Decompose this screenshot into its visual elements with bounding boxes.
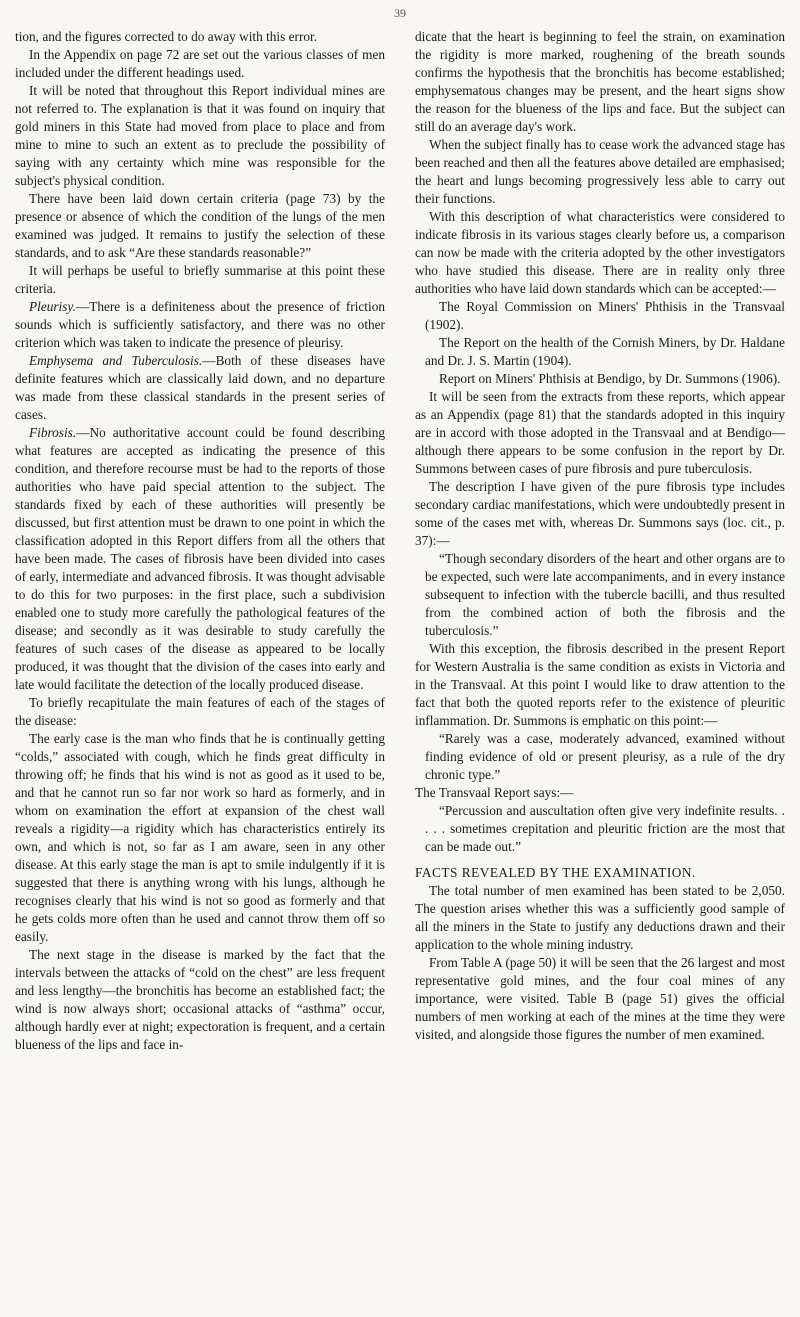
paragraph: The early case is the man who finds that he is continually getting “colds,” associated with cough, which he finds great difficulty in throwing off; he finds that his wind is not as good as it used to be, and that he cannot run so far nor work so hard as formerly, and in whom on examination the effort at expansion of the chest wall reveals a rigidity—a rigidity which has characteristics entirely its own, and which is not, so far as I am aware, seen in any other disease. At this early stage the man is apt to smile indulgently if it is suggested that there is anything wrong with his lungs, although he recognises clearly that his wind is not so good as formerly and that he gets colds more often than he used and cannot throw them off so easily. xyxy=(15,731,385,944)
paragraph: The Transvaal Report says:— xyxy=(415,785,574,800)
term-label: Pleurisy. xyxy=(29,299,76,314)
paragraph: The next stage in the disease is marked by the fact that the intervals between the attacks of “cold on the chest” are less frequent and less lengthy—the bronchitis has become an established fact; the wind is now always short; occasional attacks of “asthma” occur, although hardly ever at night; expectoration is frequent, and a certain blueness of the lips and face in- xyxy=(15,947,385,1052)
paragraph: It will be seen from the extracts from these reports, which appear as an Appendix (page 81) that the standards adopted in this inquiry are in accord with those adopted in the Transvaal and at Bendigo—although there appears to be some confusion in the report by Dr. Summons between cases of pure fibrosis and pure tuberculosis. xyxy=(415,389,785,476)
left-column xyxy=(15,28,385,1054)
page-number: 39 xyxy=(394,6,406,20)
paragraph-text: —Both of these diseases have definite features which are classically laid down, and no departure was made from these classical standards in the present series of cases. xyxy=(15,353,385,422)
quotation: “Rarely was a case, moderately advanced, examined without finding evidence of old or present pleurisy, as a rule of the dry chronic type.” xyxy=(425,731,785,782)
reference-item: The Royal Commission on Miners' Phthisis in the Transvaal (1902). xyxy=(425,299,785,332)
paragraph: It will perhaps be useful to briefly summarise at this point these criteria. xyxy=(15,263,385,296)
paragraph-emphysema xyxy=(15,352,385,424)
paragraph-text: —There is a definiteness about the presence of friction sounds which is sufficiently satisfactory, and there was no other criterion which was taken to indicate the presence of pleurisy. xyxy=(15,299,385,350)
right-column xyxy=(415,28,785,1044)
paragraph-fibrosis xyxy=(15,424,385,694)
paragraph: The total number of men examined has been stated to be 2,050. The question arises whether this was a sufficiently good sample of all the miners in the State to justify any deductions drawn and their application to the whole mining industry. xyxy=(415,883,785,952)
term-label: Emphysema and Tuberculosis. xyxy=(29,353,203,368)
paragraph: From Table A (page 50) it will be seen that the 26 largest and most representative gold mines, and the four coal mines of any importance, were visited. Table B (page 51) gives the official numbers of men working at each of the mines at the time they were visited, and alongside those figures the number of men examined. xyxy=(415,955,785,1042)
section-heading: FACTS REVEALED BY THE EXAMINATION. xyxy=(415,865,696,880)
paragraph-pleurisy xyxy=(15,298,385,352)
paragraph-text: —No authoritative account could be found describing what features are accepted as indicating the presence of this condition, and therefore recourse must be had to the reports of those authorities who have paid special attention to the subject. The standards fixed by each of these authorities will presently be discussed, but first attention must be drawn to one point in which the classification adopted in this Report differs from all the others that have been made. The cases of fibrosis have been divided into cases of early, intermediate and advanced fibrosis. It was thought advisable to do this for two purposes: in the first place, such a subdivision enabled one to study more carefully the pathological features of the disease; and secondly as it was desirable to study carefully the features of such cases of the disease as appeared to be locally produced, it was thought that the division of the cases into early and late would facilitate the detection of the locally produced disease. xyxy=(15,425,385,692)
term-label: Fibrosis. xyxy=(29,425,77,440)
paragraph: There have been laid down certain criteria (page 73) by the presence or absence of which the condition of the lungs of the men examined was judged. It remains to justify the selection of these standards, and to ask “Are these standards reasonable?” xyxy=(15,191,385,260)
reference-item: Report on Miners' Phthisis at Bendigo, by Dr. Summons (1906). xyxy=(439,371,781,386)
paragraph: tion, and the figures corrected to do away with this error. xyxy=(15,29,318,44)
paragraph: With this description of what characteristics were considered to indicate fibrosis in its various stages clearly before us, a comparison can now be made with the criteria adopted by the other investigators who have studied this disease. There are in reality only three authorities who have laid down standards which can be accepted:— xyxy=(415,209,785,296)
paragraph: In the Appendix on page 72 are set out the various classes of men included under the different headings used. xyxy=(15,47,385,80)
paragraph: When the subject finally has to cease work the advanced stage has been reached and then all the features above detailed are emphasised; the heart and lungs becoming progressively less able to carry out their functions. xyxy=(415,137,785,206)
paragraph: dicate that the heart is beginning to feel the strain, on examination the rigidity is more marked, roughening of the breath sounds confirms the hypothesis that the bronchitis has become established; emphysematous changes may be present, and the heart signs show the reason for the blueness of the lips and face. But the subject can still do an average day's work. xyxy=(415,29,785,134)
reference-item: The Report on the health of the Cornish Miners, by Dr. Haldane and Dr. J. S. Martin (1904). xyxy=(425,335,785,368)
quotation: “Though secondary disorders of the heart and other organs are to be expected, such were late accompaniments, and in every instance subsequent to infection with the tubercle bacilli, and thus resulted from the combined action of both the fibrosis and the tuberculosis.” xyxy=(425,551,785,638)
quotation: “Percussion and auscultation often give very indefinite results. . . . . sometimes crepitation and pleuritic friction are the most that can be made out.” xyxy=(425,803,785,854)
paragraph: The description I have given of the pure fibrosis type includes secondary cardiac manifestations, which were undoubtedly present in some of the cases met with, whereas Dr. Summons says (loc. cit., p. 37):— xyxy=(415,479,785,548)
paragraph: It will be noted that throughout this Report individual mines are not referred to. The explanation is that it was found on inquiry that gold miners in this State had moved from place to place and from mine to mine to such an extent as to preclude the possibility of saying with any certainty which mine was responsible for the subject's physical condition. xyxy=(15,83,385,188)
paragraph: With this exception, the fibrosis described in the present Report for Western Australia is the same condition as exists in Victoria and in the Transvaal. At this point I would like to draw attention to the fact that both the quoted reports refer to the existence of pleuritic inflammation. Dr. Summons is emphatic on this point:— xyxy=(415,641,785,728)
paragraph: To briefly recapitulate the main features of each of the stages of the disease: xyxy=(15,695,385,728)
